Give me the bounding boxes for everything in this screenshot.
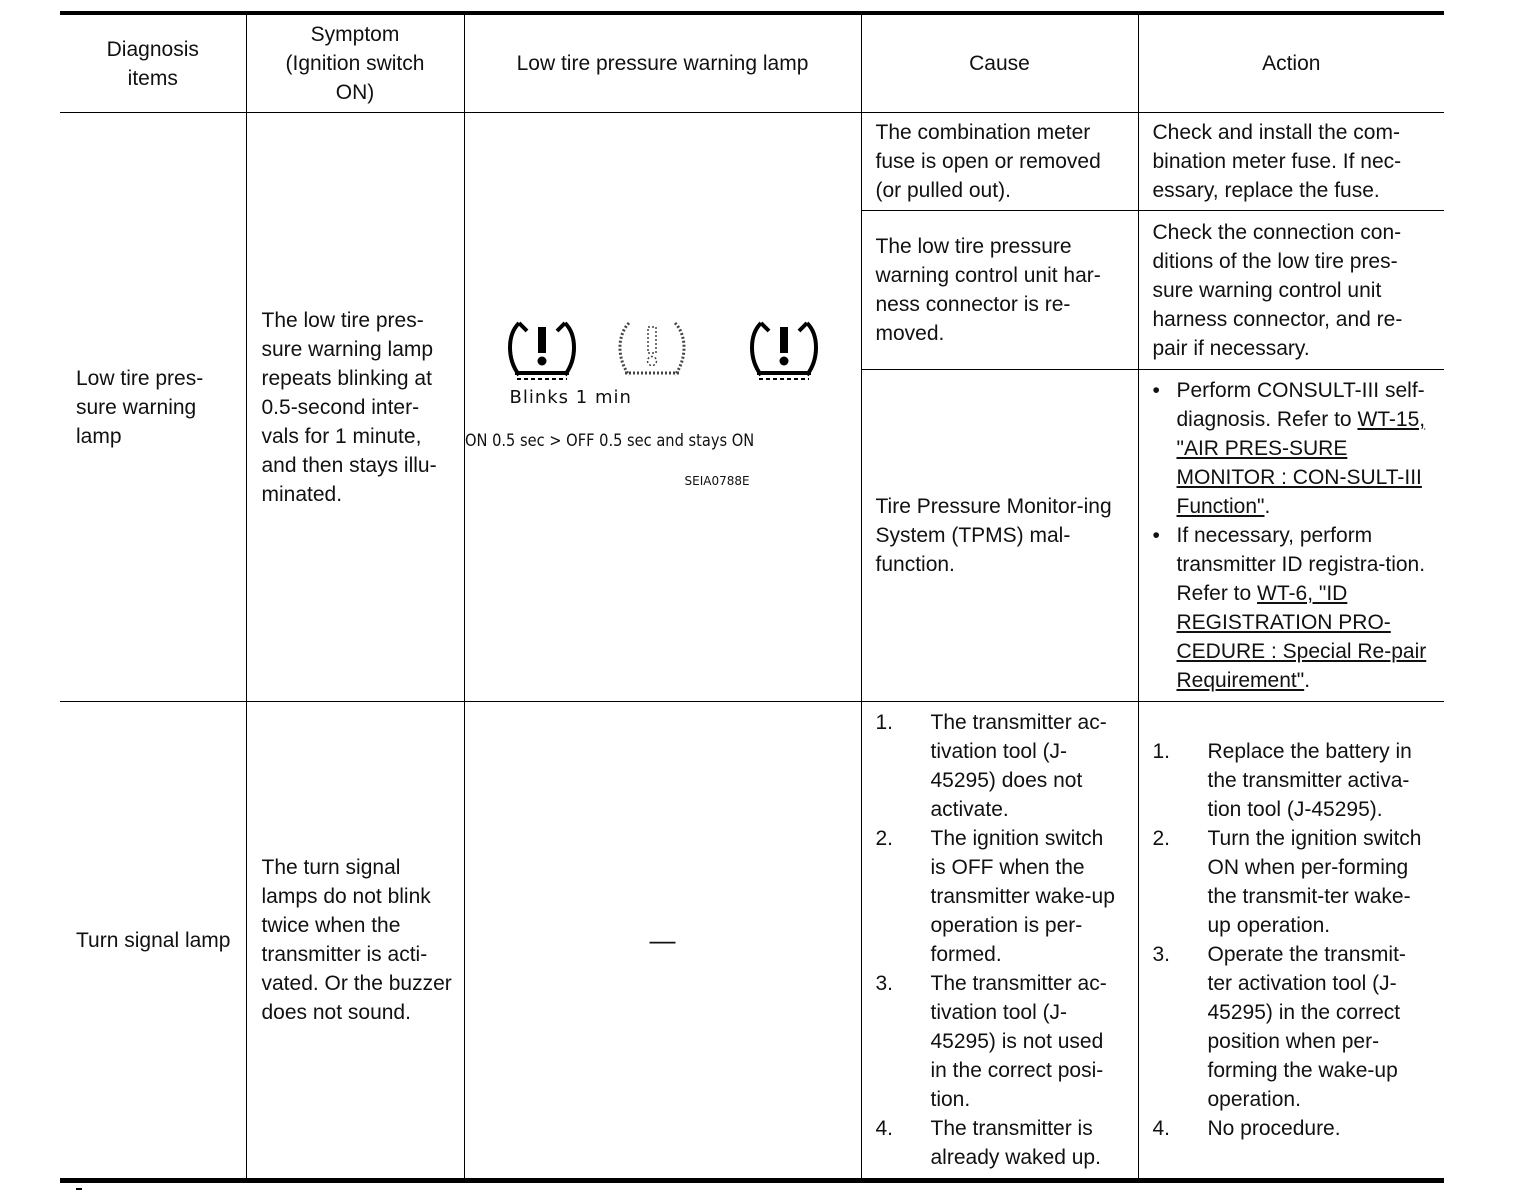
list-number: 3. [1152,943,1171,966]
header-action: Action [1138,13,1444,113]
cause-cell [861,702,1138,1181]
table-row [60,702,1444,1181]
symptom-cell [246,702,464,1181]
header-diagnosis-items: Diagnosis items [60,13,246,113]
table-row [60,113,1444,211]
list-number: 1. [1152,740,1171,763]
list-number: 1. [875,711,894,734]
cause-cell [861,113,1138,211]
cause-fuse: The combination meter fuse is open or removed (or pulled out). [875,121,1101,202]
cause-turn-signal-list [876,708,1124,1172]
action-cell [1138,370,1444,702]
reference-link-wt6[interactable]: WT-6, "ID REGISTRATION PRO-CEDURE : Special Re-pair Requirement" [1176,582,1427,692]
sequence-caption: ON 0.5 sec > OFF 0.5 sec and stays ON [464,431,754,451]
cause-connector: The low tire pressure warning control unit har-ness connector is re-moved. [875,235,1101,345]
cause-tpms: Tire Pressure Monitor-ing System (TPMS) mal-function. [875,495,1112,576]
list-text: The transmitter is already waked up. [930,1117,1101,1169]
reference-link-wt15[interactable]: WT-15, "AIR PRES-SURE MONITOR : CON-SULT-III Function" [1176,408,1426,518]
table-header-row [60,13,1444,113]
lamp-figure-cell [464,113,861,702]
list-text: Turn the ignition switch ON when per-forming the transmit-ter wake-up operation. [1207,827,1422,937]
list-text: Replace the battery in the transmitter activa-tion tool (J-45295). [1207,740,1412,821]
bullet-text: Perform CONSULT-III self-diagnosis. Refer to [1176,379,1425,431]
list-number: 2. [875,827,894,850]
symptom-turn-signal: The turn signal lamps do not blink twice when the transmitter is acti-vated. Or the buzzer does not sound. [261,856,452,1024]
not-applicable-dash: — [649,924,676,955]
action-cell [1138,113,1444,211]
list-item [876,969,1124,1114]
diagnosis-item-cell [60,113,246,702]
list-item [876,824,1124,969]
list-item [1153,1114,1431,1143]
blinks-caption: Blinks 1 min [509,387,632,408]
figure-code: SEIA0788E [684,474,750,488]
action-cell [1138,702,1444,1181]
list-item [1153,376,1431,521]
bullet-marker: • [1152,524,1160,547]
list-item [876,1114,1124,1172]
list-item [1153,521,1431,695]
action-fuse: Check and install the com-bination meter fuse. If nec-essary, replace the fuse. [1152,121,1402,202]
tire-warning-icon-off [615,317,689,383]
symptom-low-tire: The low tire pres-sure warning lamp repeats blinking at 0.5-second inter-vals for 1 minute, and then stays illu-minated. [261,308,437,506]
bullet-marker: • [1152,379,1160,402]
list-text: The transmitter ac-tivation tool (J-45295) is not used in the correct posi-tion. [930,972,1107,1111]
diagnosis-item-cell [60,702,246,1181]
list-item [1153,824,1431,940]
header-symptom: Symptom (Ignition switch ON) [246,13,464,113]
diagnosis-table [60,11,1444,1183]
tire-warning-icon-on [747,317,821,383]
cause-cell [861,211,1138,370]
bullet-tail: . [1304,669,1311,692]
bullet-tail: . [1264,495,1271,518]
list-text: No procedure. [1207,1117,1341,1140]
list-text: The ignition switch is OFF when the transmitter wake-up operation is per-formed. [930,827,1115,966]
action-connector: Check the connection con-ditions of the low tire pres-sure warning control unit harness connector, and re-pair if necessary. [1152,220,1403,360]
list-number: 4. [875,1117,894,1140]
header-lamp: Low tire pressure warning lamp [464,13,861,113]
lamp-figure [465,317,861,497]
bullet-text: If necessary, perform transmitter ID registra-tion. Refer to [1176,524,1426,605]
diagnosis-item-turn-signal: Turn signal lamp [76,928,231,952]
tire-warning-icon-on [505,317,579,383]
list-text: The transmitter ac-tivation tool (J-45295) does not activate. [930,711,1107,821]
header-cause: Cause [861,13,1138,113]
list-item [876,708,1124,824]
diagnosis-item-low-tire: Low tire pres-sure warning lamp [76,366,204,448]
list-number: 4. [1152,1117,1171,1140]
list-item [1153,737,1431,824]
list-number: 2. [1152,827,1171,850]
lamp-cell [464,702,861,1181]
action-cell [1138,211,1444,370]
list-text: Operate the transmit-ter activation tool (J-45295) in the correct position when per-forming the wake-up operation. [1207,943,1406,1111]
action-tpms-list [1153,376,1431,695]
page-footer-mark [76,1188,82,1190]
action-turn-signal-list [1153,737,1431,1143]
cause-cell [861,370,1138,702]
symptom-cell [246,113,464,702]
list-number: 3. [875,972,894,995]
list-item [1153,940,1431,1114]
